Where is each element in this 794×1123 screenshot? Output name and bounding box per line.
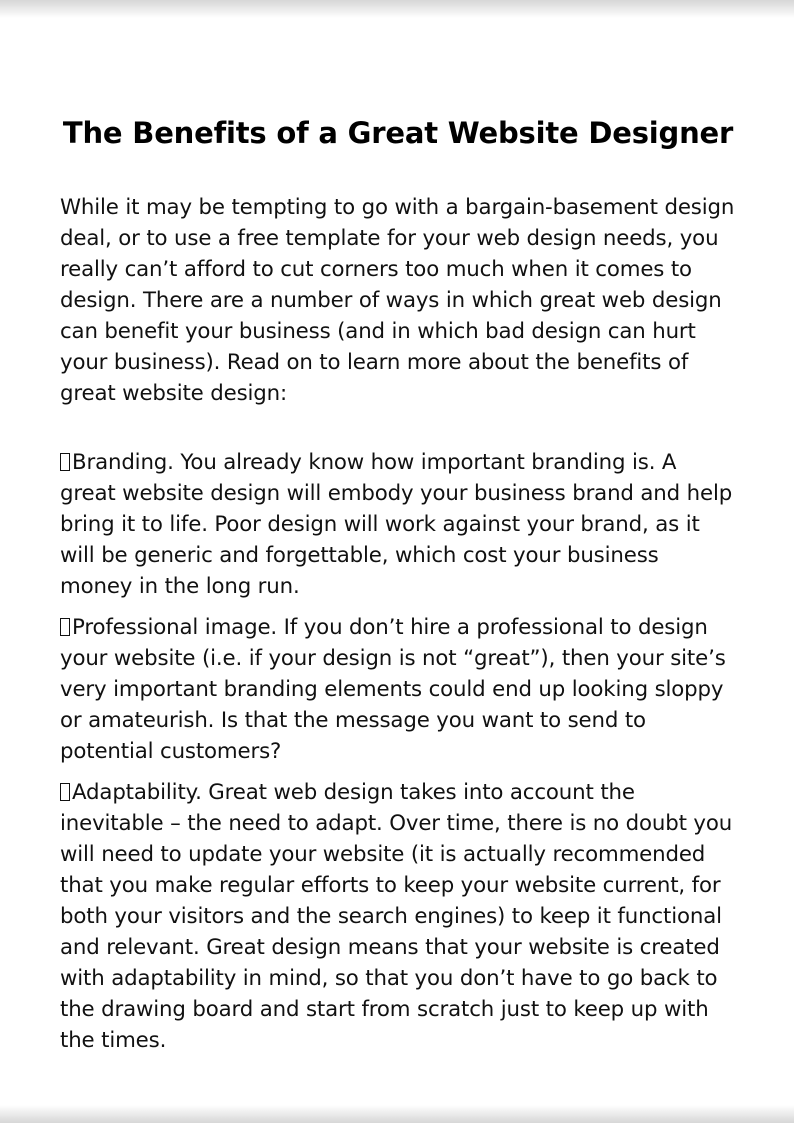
list-item-branding (60, 447, 736, 602)
missing-glyph-icon (60, 783, 70, 801)
document-body (60, 112, 736, 1066)
list-item-professional-image (60, 612, 736, 767)
list-item-text: Adaptability. Great web design takes into account the inevitable – the need to adapt. Over time, there is no doubt you will need to update your website (it is actually recommended that you make regular efforts to keep your website current, for both your visitors and the search engines) to keep it functional and relevant. Great design means that your website is created with adaptability in mind, so that you don’t have to go back to the drawing board and start from scratch just to keep up with the times. (60, 780, 733, 1053)
intro-paragraph: While it may be tempting to go with a bargain-basement design deal, or to use a free template for your web design needs, you really can’t afford to cut corners too much when it comes to design. There are a number of ways in which great web design can benefit your business (and in which bad design can hurt your business). Read on to learn more about the benefits of great website design: (60, 195, 735, 406)
page-bottom-shadow (0, 1105, 794, 1123)
list-item-adaptability (60, 777, 736, 1056)
list-item-text: Professional image. If you don’t hire a professional to design your website (i.e. if your design is not “great”), then your site’s very important branding elements could end up looking sloppy or amateurish. Is that the message you want to send to potential customers? (60, 615, 726, 764)
missing-glyph-icon (60, 618, 70, 636)
list-item-text: Branding. You already know how important branding is. A great website design will embody your business brand and help bring it to life. Poor design will work against your brand, as it will be generic and forgettable, which cost your business money in the long run. (60, 450, 733, 599)
document-title: The Benefits of a Great Website Designer (62, 116, 734, 150)
missing-glyph-icon (60, 453, 70, 471)
page-top-shadow (0, 0, 794, 18)
